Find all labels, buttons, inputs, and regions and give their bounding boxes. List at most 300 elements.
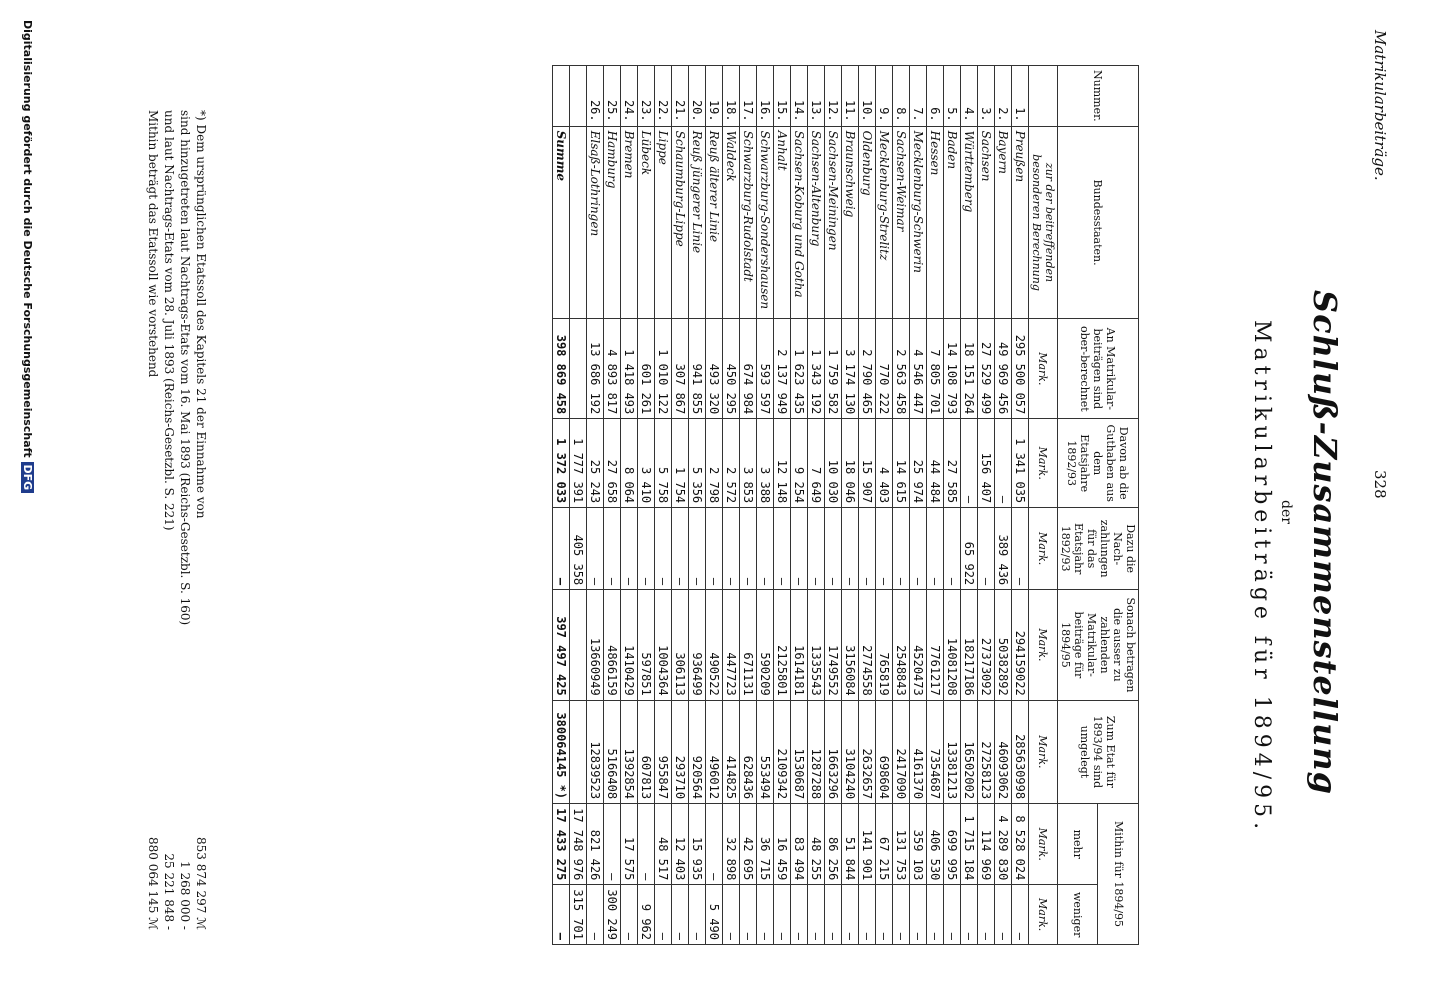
subtotal-mehr: 17 748 976 (570, 804, 587, 885)
cell-state (723, 126, 740, 319)
cell-weniger: — (978, 885, 995, 945)
cell-mehr: 141 901 (859, 804, 876, 885)
cell-an: 2 790 465 (859, 319, 876, 419)
table-row (587, 66, 604, 945)
cell-mehr: 67 215 (876, 804, 893, 885)
cell-weniger: — (587, 885, 604, 945)
cell-etat: 27258123 (978, 700, 995, 803)
cell-etat: 4161370 (910, 700, 927, 803)
cell-mehr: 32 898 (723, 804, 740, 885)
sum-row (553, 66, 570, 945)
cell-an: 14 108 793 (944, 319, 961, 419)
cell-dazu: — (723, 508, 740, 590)
cell-dazu: — (859, 508, 876, 590)
cell-an: 49 969 456 (995, 319, 1012, 419)
cell-weniger: — (876, 885, 893, 945)
state-name: Sachsen-Koburg und Gotha (792, 130, 806, 298)
state-name: Lippe (656, 130, 670, 165)
cell-an: 4 893 817 (604, 319, 621, 419)
table-row (808, 66, 825, 945)
cell-ab: 7 649 (808, 419, 825, 508)
cell-an: 493 320 (706, 319, 723, 419)
cell-state (1012, 126, 1029, 319)
zur-beitreffenden-note: zur der beitreffenden besonderen Berechnung (1029, 126, 1058, 319)
subtotal-empty (570, 66, 587, 127)
col-header-sonach: Sonach betragen die ausser zu zahlenden Matrikular-beiträge für 1894/95 (1058, 590, 1139, 701)
sum-empty (553, 66, 570, 127)
subtotal-ab: 1 777 391 (570, 419, 587, 508)
cell-state (978, 126, 995, 319)
cell-state (910, 126, 927, 319)
sum-mehr: 17 433 275 (553, 804, 570, 885)
col-header-weniger: weniger (1058, 885, 1099, 945)
cell-state (876, 126, 893, 319)
cell-weniger: — (893, 885, 910, 945)
cell-dazu: — (791, 508, 808, 590)
dfg-badge: DFG (21, 462, 34, 494)
cell-n: 6. (927, 66, 944, 127)
cell-n: 26. (587, 66, 604, 127)
cell-ab: 4 403 (876, 419, 893, 508)
subtitle-der: der (1278, 500, 1294, 524)
cell-weniger: 9 962 (638, 885, 655, 945)
table-row (910, 66, 927, 945)
footnote-text: *) Dem ursprünglichen Etatssoll des Kapitels 21 der Einnahme von (194, 110, 208, 519)
cell-ab: 44 484 (927, 419, 944, 508)
cell-sonach: 294159022 (1012, 590, 1029, 701)
cell-an: 601 261 (638, 319, 655, 419)
cell-an: 295 500 057 (1012, 319, 1029, 419)
cell-mehr: 36 715 (757, 804, 774, 885)
cell-state (655, 126, 672, 319)
cell-state (638, 126, 655, 319)
table-row (723, 66, 740, 945)
cell-n: 4. (961, 66, 978, 127)
state-name: Sachsen-Meiningen (826, 130, 840, 251)
col-header-mithin: Mithin für 1894/95 (1098, 804, 1139, 945)
unit-mark: Mark. (1029, 700, 1058, 803)
cell-ab: 2 798 (706, 419, 723, 508)
cell-n: 9. (876, 66, 893, 127)
cell-dazu: — (621, 508, 638, 590)
cell-an: 4 546 447 (910, 319, 927, 419)
cell-state (808, 126, 825, 319)
cell-weniger: — (825, 885, 842, 945)
cell-state (842, 126, 859, 319)
cell-dazu: — (808, 508, 825, 590)
col-header-dazu: Dazu die Nach-zahlungen für das Etatsjahr 1892/93 (1058, 508, 1139, 590)
cell-weniger: 5 490 (706, 885, 723, 945)
table-row (859, 66, 876, 945)
cell-ab: — (995, 419, 1012, 508)
state-name: Braunschweig (843, 130, 857, 218)
cell-weniger: — (944, 885, 961, 945)
cell-weniger: — (740, 885, 757, 945)
cell-mehr: 51 844 (842, 804, 859, 885)
table-row (638, 66, 655, 945)
cell-weniger: — (655, 885, 672, 945)
cell-sonach: 2774558 (859, 590, 876, 701)
cell-sonach: 590209 (757, 590, 774, 701)
state-name: Sachsen-Altenburg (809, 130, 823, 247)
cell-etat: 46093062 (995, 700, 1012, 803)
cell-an: 2 137 949 (774, 319, 791, 419)
table-row (621, 66, 638, 945)
cell-ab: 25 974 (910, 419, 927, 508)
cell-n: 12. (825, 66, 842, 127)
state-name: Bremen (622, 130, 636, 179)
unit-mark: Mark. (1029, 590, 1058, 701)
cell-state (944, 126, 961, 319)
footnote-value: 1 268 000 - (178, 861, 192, 930)
subtotal-empty (570, 700, 587, 803)
cell-ab: 14 615 (893, 419, 910, 508)
cell-dazu: — (893, 508, 910, 590)
cell-an: 7 805 701 (927, 319, 944, 419)
cell-n: 22. (655, 66, 672, 127)
unit-mark: Mark. (1029, 885, 1058, 945)
footnote-value: 880 064 145 ℳ (146, 837, 160, 930)
cell-state (995, 126, 1012, 319)
cell-ab: 3 410 (638, 419, 655, 508)
cell-etat: 698604 (876, 700, 893, 803)
cell-n: 20. (689, 66, 706, 127)
cell-state (604, 126, 621, 319)
document-subtitle: Matrikularbeiträge für 1894/95. (1249, 320, 1274, 835)
cell-state (740, 126, 757, 319)
cell-weniger: — (689, 885, 706, 945)
cell-sonach: 671131 (740, 590, 757, 701)
cell-dazu: — (842, 508, 859, 590)
cell-mehr: 48 255 (808, 804, 825, 885)
cell-state (961, 126, 978, 319)
cell-an: 770 222 (876, 319, 893, 419)
cell-sonach: 1335543 (808, 590, 825, 701)
cell-ab: 9 254 (791, 419, 808, 508)
table-row (655, 66, 672, 945)
cell-mehr: — (706, 804, 723, 885)
cell-etat: 2109342 (774, 700, 791, 803)
table-row (757, 66, 774, 945)
cell-ab: 2 572 (723, 419, 740, 508)
state-name: Schwarzburg-Rudolstadt (741, 130, 755, 282)
subtotal-weniger: 315 701 (570, 885, 587, 945)
cell-etat: 16502002 (961, 700, 978, 803)
cell-state (587, 126, 604, 319)
cell-an: 18 151 264 (961, 319, 978, 419)
cell-n: 15. (774, 66, 791, 127)
state-name: Oldenburg (860, 130, 874, 196)
table-row (774, 66, 791, 945)
cell-n: 11. (842, 66, 859, 127)
cell-weniger: — (757, 885, 774, 945)
table-row (927, 66, 944, 945)
footnote (145, 110, 209, 930)
cell-etat: 293710 (672, 700, 689, 803)
cell-sonach: 2125801 (774, 590, 791, 701)
cell-weniger: — (808, 885, 825, 945)
cell-an: 941 855 (689, 319, 706, 419)
cell-mehr: 406 530 (927, 804, 944, 885)
subtotal-row (570, 66, 587, 945)
cell-mehr: 131 753 (893, 804, 910, 885)
subtotal-empty (570, 126, 587, 319)
cell-dazu: — (944, 508, 961, 590)
cell-mehr: 699 995 (944, 804, 961, 885)
cell-weniger: — (774, 885, 791, 945)
cell-sonach: 597851 (638, 590, 655, 701)
footnote-text: und laut Nachtrags-Etats vom 28. Juli 1893 (Reichs-Gesetzbl. S. 221) (162, 110, 176, 531)
table-row (876, 66, 893, 945)
cell-ab: 3 853 (740, 419, 757, 508)
cell-mehr: — (638, 804, 655, 885)
cell-ab: 27 658 (604, 419, 621, 508)
cell-dazu: — (757, 508, 774, 590)
cell-mehr: 1 715 184 (961, 804, 978, 885)
cell-sonach: 13660949 (587, 590, 604, 701)
cell-an: 3 174 130 (842, 319, 859, 419)
col-header-an: An Matrikular-beiträgen sind ober-berechnet (1058, 319, 1139, 419)
unit-mark: Mark. (1029, 319, 1058, 419)
cell-sonach: 27373092 (978, 590, 995, 701)
cell-dazu: — (638, 508, 655, 590)
cell-sonach: 18217186 (961, 590, 978, 701)
cell-ab: 27 585 (944, 419, 961, 508)
table-row (825, 66, 842, 945)
cell-mehr: 8 528 024 (1012, 804, 1029, 885)
cell-an: 2 563 458 (893, 319, 910, 419)
state-name: Preußen (1013, 130, 1027, 183)
table-row (689, 66, 706, 945)
state-name: Württemberg (962, 130, 976, 213)
cell-mehr: — (604, 804, 621, 885)
cell-etat: 2417090 (893, 700, 910, 803)
cell-state (825, 126, 842, 319)
col-header-nummer: Nummer. (1058, 66, 1139, 127)
footnote-line (145, 110, 161, 930)
unit-mark: Mark. (1029, 508, 1058, 590)
cell-mehr: 114 969 (978, 804, 995, 885)
col-header-zum-etat: Zum Etat für 1893/94 sind umgelegt (1058, 700, 1139, 803)
cell-mehr: 86 256 (825, 804, 842, 885)
cell-an: 1 623 435 (791, 319, 808, 419)
cell-etat: 1287288 (808, 700, 825, 803)
cell-sonach: 490522 (706, 590, 723, 701)
sum-ab: 1 372 033 (553, 419, 570, 508)
state-name: Schaumburg-Lippe (673, 130, 687, 247)
cell-n: 18. (723, 66, 740, 127)
contributions-table (552, 65, 1139, 945)
state-name: Bayern (996, 130, 1010, 174)
cell-n: 13. (808, 66, 825, 127)
cell-ab: 156 407 (978, 419, 995, 508)
unit-mark: Mark. (1029, 804, 1058, 885)
cell-dazu: — (825, 508, 842, 590)
table-row (740, 66, 757, 945)
cell-mehr: 42 695 (740, 804, 757, 885)
digitization-credit (21, 20, 34, 493)
cell-dazu: — (604, 508, 621, 590)
sum-an: 398 869 458 (553, 319, 570, 419)
cell-sonach: 447723 (723, 590, 740, 701)
cell-sonach: 1614181 (791, 590, 808, 701)
state-name: Elsaß-Lothringen (588, 130, 602, 237)
cell-dazu: — (927, 508, 944, 590)
state-name: Sachsen-Weimar (894, 130, 908, 232)
cell-dazu: — (978, 508, 995, 590)
document-title: Schluß-Zusammenstellung (1306, 290, 1344, 795)
state-name: Hessen (928, 130, 942, 176)
cell-etat: 1663296 (825, 700, 842, 803)
cell-dazu: — (587, 508, 604, 590)
cell-n: 16. (757, 66, 774, 127)
state-name: Reuß älterer Linie (707, 130, 721, 243)
cell-n: 8. (893, 66, 910, 127)
table-row (995, 66, 1012, 945)
cell-etat: 920564 (689, 700, 706, 803)
cell-weniger: 300 249 (604, 885, 621, 945)
cell-etat: 1530687 (791, 700, 808, 803)
cell-dazu: — (689, 508, 706, 590)
cell-ab: 10 030 (825, 419, 842, 508)
cell-dazu: 389 436 (995, 508, 1012, 590)
cell-etat: 3104240 (842, 700, 859, 803)
cell-dazu: 65 922 (961, 508, 978, 590)
cell-dazu: — (1012, 508, 1029, 590)
unit-mark: Mark. (1029, 419, 1058, 508)
cell-an: 1 759 582 (825, 319, 842, 419)
cell-an: 1 343 192 (808, 319, 825, 419)
cell-an: 450 295 (723, 319, 740, 419)
cell-mehr: 17 575 (621, 804, 638, 885)
footnote-line (161, 110, 177, 930)
col-header-davon-ab: Davon ab die Guthaben aus dem Etatsjahre 1892/93 (1058, 419, 1139, 508)
cell-n: 3. (978, 66, 995, 127)
cell-weniger: — (995, 885, 1012, 945)
state-name: Waldeck (724, 130, 738, 182)
sum-weniger: — (553, 885, 570, 945)
cell-sonach: 765819 (876, 590, 893, 701)
cell-ab: 1 341 035 (1012, 419, 1029, 508)
cell-state (706, 126, 723, 319)
footnote-line (177, 110, 193, 930)
cell-n: 17. (740, 66, 757, 127)
cell-an: 1 010 122 (655, 319, 672, 419)
cell-sonach: 1410429 (621, 590, 638, 701)
cell-state (893, 126, 910, 319)
cell-an: 27 529 499 (978, 319, 995, 419)
state-name: Baden (945, 130, 959, 170)
cell-n: 23. (638, 66, 655, 127)
cell-ab: 12 148 (774, 419, 791, 508)
cell-weniger: — (961, 885, 978, 945)
state-name: Hamburg (605, 130, 619, 189)
col-header-mehr: mehr (1058, 804, 1099, 885)
cell-dazu: — (655, 508, 672, 590)
cell-etat: 1392854 (621, 700, 638, 803)
cell-mehr: 821 426 (587, 804, 604, 885)
subtotal-empty (570, 590, 587, 701)
cell-sonach: 4866159 (604, 590, 621, 701)
cell-weniger: — (927, 885, 944, 945)
footnote-text: sind hinzugetreten laut Nachtrags-Etats vom 16. Mai 1893 (Reichs-Gesetzbl. S. 160) (178, 110, 192, 626)
footnote-line (193, 110, 209, 930)
cell-n: 24. (621, 66, 638, 127)
table-row (706, 66, 723, 945)
cell-weniger: — (910, 885, 927, 945)
cell-etat: 13381213 (944, 700, 961, 803)
cell-dazu: — (706, 508, 723, 590)
page-number: 328 (1371, 470, 1389, 499)
cell-sonach: 306113 (672, 590, 689, 701)
cell-sonach: 1004364 (655, 590, 672, 701)
table-row (842, 66, 859, 945)
cell-an: 307 867 (672, 319, 689, 419)
cell-state (689, 126, 706, 319)
cell-sonach: 7761217 (927, 590, 944, 701)
table-row (893, 66, 910, 945)
cell-an: 674 984 (740, 319, 757, 419)
cell-weniger: — (672, 885, 689, 945)
state-name: Lübeck (639, 130, 653, 176)
cell-mehr: 12 403 (672, 804, 689, 885)
cell-mehr: 4 289 830 (995, 804, 1012, 885)
table-row (791, 66, 808, 945)
unit-cell-empty (1029, 66, 1058, 127)
cell-ab: 25 243 (587, 419, 604, 508)
cell-weniger: — (859, 885, 876, 945)
cell-mehr: 359 103 (910, 804, 927, 885)
cell-an: 593 597 (757, 319, 774, 419)
cell-weniger: — (1012, 885, 1029, 945)
cell-state (757, 126, 774, 319)
footnote-value: 853 874 297 ℳ (194, 837, 208, 930)
table-row (961, 66, 978, 945)
state-name: Sachsen (979, 130, 993, 182)
sum-etat: 380064145 *) (553, 700, 570, 803)
cell-n: 2. (995, 66, 1012, 127)
cell-n: 1. (1012, 66, 1029, 127)
cell-ab: 1 754 (672, 419, 689, 508)
cell-dazu: — (672, 508, 689, 590)
cell-etat: 553494 (757, 700, 774, 803)
cell-mehr: 15 935 (689, 804, 706, 885)
cell-etat: 414825 (723, 700, 740, 803)
cell-n: 5. (944, 66, 961, 127)
cell-ab: 3 388 (757, 419, 774, 508)
cell-dazu: — (876, 508, 893, 590)
cell-n: 25. (604, 66, 621, 127)
cell-dazu: — (740, 508, 757, 590)
cell-state (621, 126, 638, 319)
cell-ab: 8 064 (621, 419, 638, 508)
table-row (672, 66, 689, 945)
cell-etat: 955847 (655, 700, 672, 803)
cell-etat: 607813 (638, 700, 655, 803)
state-name: Mecklenburg-Schwerin (911, 130, 925, 273)
cell-etat: 628436 (740, 700, 757, 803)
cell-state (672, 126, 689, 319)
cell-state (774, 126, 791, 319)
sum-dazu: — (553, 508, 570, 590)
cell-mehr: 83 494 (791, 804, 808, 885)
state-name: Reuß jüngerer Linie (690, 130, 704, 254)
cell-etat: 285630998 (1012, 700, 1029, 803)
cell-sonach: 936499 (689, 590, 706, 701)
cell-sonach: 4520473 (910, 590, 927, 701)
sum-sonach: 397 497 425 (553, 590, 570, 701)
cell-sonach: 3156084 (842, 590, 859, 701)
